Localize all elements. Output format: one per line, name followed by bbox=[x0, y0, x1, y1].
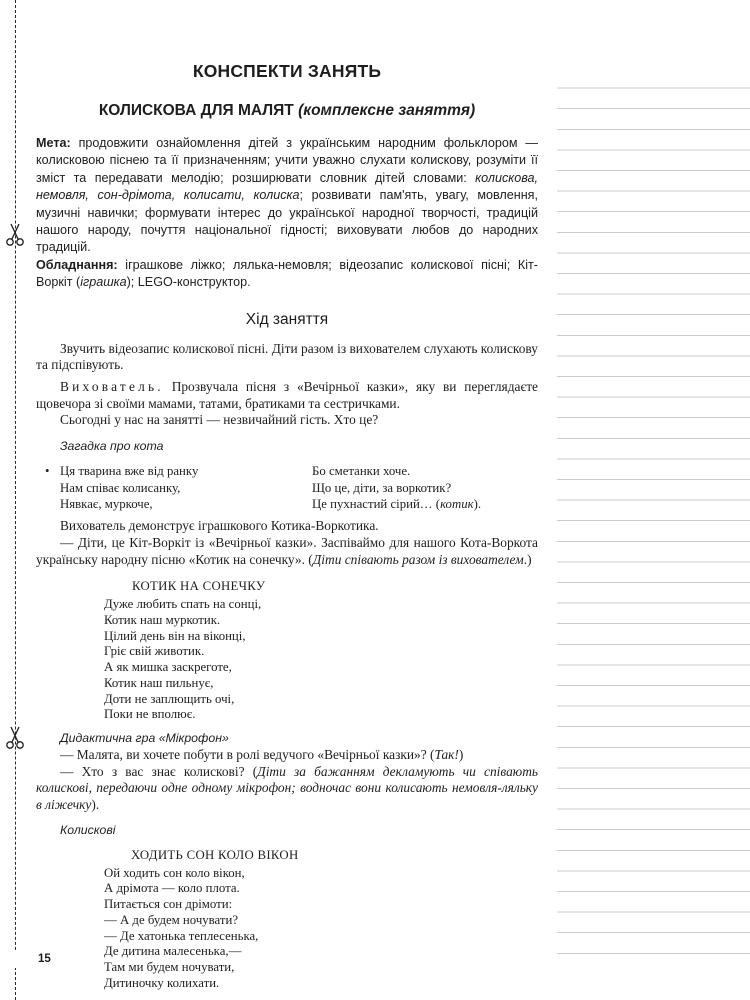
game-q2-note: Діти за бажанням декламують чи співають колискові, передаючи одне одному мікрофон; водночас вони колисають немовля-ляльку в ліжечку bbox=[36, 763, 538, 813]
song-lyrics bbox=[36, 597, 538, 723]
lesson-type: (комплексне заняття) bbox=[298, 102, 476, 119]
song-line: Доти не заплющить очі, bbox=[104, 691, 235, 706]
song-line: Поки не вполює. bbox=[104, 707, 196, 722]
lullaby-line: Питається сон дрімоти: bbox=[104, 897, 233, 912]
goal-paragraph bbox=[36, 135, 538, 257]
riddle-line: Нявкає, муркоче, bbox=[60, 496, 153, 511]
lullaby-lyrics bbox=[36, 866, 538, 992]
goal-words: колискова, немовля, сон-дрімота, колисати, колиска bbox=[36, 170, 538, 203]
song-line: Дуже любить спать на сонці, bbox=[104, 597, 262, 612]
after-riddle-note: Діти співають разом із вихователем bbox=[312, 551, 524, 567]
after-riddle-end: .) bbox=[523, 551, 532, 567]
game-question-1 bbox=[36, 747, 538, 764]
lesson-content bbox=[36, 60, 538, 991]
riddle-bullet: • bbox=[45, 464, 50, 479]
song-line: Котик наш пильнує, bbox=[104, 675, 214, 690]
scissors-icon bbox=[4, 222, 26, 248]
lullaby-line: Де дитина малесенька,— bbox=[104, 944, 242, 959]
equipment-text-2: ); LEGO-конструктор. bbox=[126, 275, 251, 290]
game-q1-answer: Так! bbox=[434, 746, 459, 762]
lullaby-line: А дрімота — коло плота. bbox=[104, 881, 240, 896]
course-paragraph-3: Сьогодні у нас на занятті — незвичайний гість. Хто це? bbox=[60, 412, 379, 428]
lullaby-line: Дитиночку колихати. bbox=[104, 975, 220, 990]
riddle-column-2 bbox=[312, 463, 481, 512]
riddle-line: Що це, діти, за воркотик? bbox=[312, 480, 452, 495]
goal-text-2: ; розвивати пам'ять, увагу, мовлення, музичні навички; формувати інтерес до української народної творчості, традицій нашого народу, почуття національної гідності; виховувати любов до народних традицій. bbox=[36, 188, 538, 255]
goal-text-1: продовжити ознайомлення дітей з українським народним фольклором — колисковою піснею та її призначенням; учити уважно слухати колискову, розуміти її зміст та передавати мелодію; розширювати словник дітей словами: bbox=[36, 136, 538, 185]
lullaby-line: Там ми будем ночувати, bbox=[104, 959, 235, 974]
riddle bbox=[36, 463, 538, 513]
after-riddle-paragraph-1: Вихователь демонструє іграшкового Котика-Воркотика. bbox=[60, 518, 379, 534]
scissors-icon bbox=[4, 725, 26, 751]
equipment-label: Обладнання: bbox=[36, 257, 118, 272]
equipment-toy-note: іграшка bbox=[80, 275, 127, 290]
lullabies-label: Колискові bbox=[60, 822, 116, 837]
after-riddle-paragraph-2 bbox=[36, 535, 538, 568]
game-q2-text: — Хто з вас знає колискові? ( bbox=[60, 763, 258, 779]
song-title: КОТИК НА СОНЕЧКУ bbox=[132, 579, 266, 594]
page-number: 15 bbox=[36, 950, 76, 968]
after-riddle-text: — Діти, це Кіт-Воркіт із «Вечірньої казки». Заспіваймо для нашого Кота-Воркота українську народну пісню «Котик на сонечку». ( bbox=[36, 534, 538, 567]
lullaby-line: — А де будем ночувати? bbox=[104, 912, 239, 927]
game-question-2 bbox=[36, 764, 538, 814]
lesson-title bbox=[36, 101, 538, 121]
lullaby-title: ХОДИТЬ СОН КОЛО ВІКОН bbox=[131, 847, 299, 862]
goal-label: Мета: bbox=[36, 136, 71, 150]
equipment-text-1: іграшкове ліжко; лялька-немовля; відеозапис колискової пісні; Кіт-Воркіт ( bbox=[36, 257, 538, 290]
equipment-paragraph bbox=[36, 257, 538, 292]
cut-line bbox=[15, 0, 16, 1000]
song-line: Гріє свій животик. bbox=[104, 644, 205, 659]
course-paragraph-2 bbox=[36, 379, 538, 412]
lullaby-line: — Де хатонька теплесенька, bbox=[104, 928, 259, 943]
game-q2-end: ). bbox=[91, 797, 100, 813]
speaker-label: Вихователь. bbox=[60, 379, 164, 395]
song-line: Котик наш муркотик. bbox=[104, 612, 221, 627]
lesson-goals bbox=[36, 135, 538, 292]
section-title: КОНСПЕКТИ ЗАНЯТЬ bbox=[192, 61, 382, 81]
riddle-line: Бо сметанки хоче. bbox=[312, 464, 411, 479]
riddle-line: Нам співає колисанку, bbox=[60, 480, 181, 495]
lullaby-line: Ой ходить сон коло вікон, bbox=[104, 865, 245, 880]
riddle-label: Загадка про кота bbox=[60, 439, 164, 454]
course-paragraph-1: Звучить відеозапис колискової пісні. Діти разом із вихователем слухають колискову та підспівують. bbox=[36, 340, 538, 373]
lesson-title-text: КОЛИСКОВА ДЛЯ МАЛЯТ bbox=[98, 102, 294, 119]
game-q1-end: ) bbox=[458, 746, 464, 762]
riddle-column-1 bbox=[60, 463, 198, 512]
page-number-bar bbox=[0, 950, 36, 968]
song-line: Цілий день він на віконці, bbox=[104, 628, 246, 643]
course-heading: Хід заняття bbox=[245, 310, 329, 328]
game-label: Дидактична гра «Мікрофон» bbox=[60, 730, 229, 745]
song-line: А як мишка заскреготе, bbox=[104, 660, 232, 675]
speaker-text: Прозвучала пісня з «Вечірньої казки», яку ви переглядаєте щовечора зі своїми мамами, татами, братиками та сестричками. bbox=[36, 379, 538, 411]
riddle-last-line: Це пухнастий сірий… bbox=[312, 496, 433, 511]
notes-ruled-lines bbox=[557, 68, 750, 973]
game-q1-text: — Малята, ви хочете побути в ролі ведучого «Вечірньої казки»? ( bbox=[60, 746, 435, 762]
riddle-line: Ця тварина вже від ранку bbox=[60, 464, 199, 479]
riddle-line-answer: Це пухнастий сірий… (котик). bbox=[312, 496, 482, 511]
riddle-answer: котик bbox=[440, 496, 474, 511]
